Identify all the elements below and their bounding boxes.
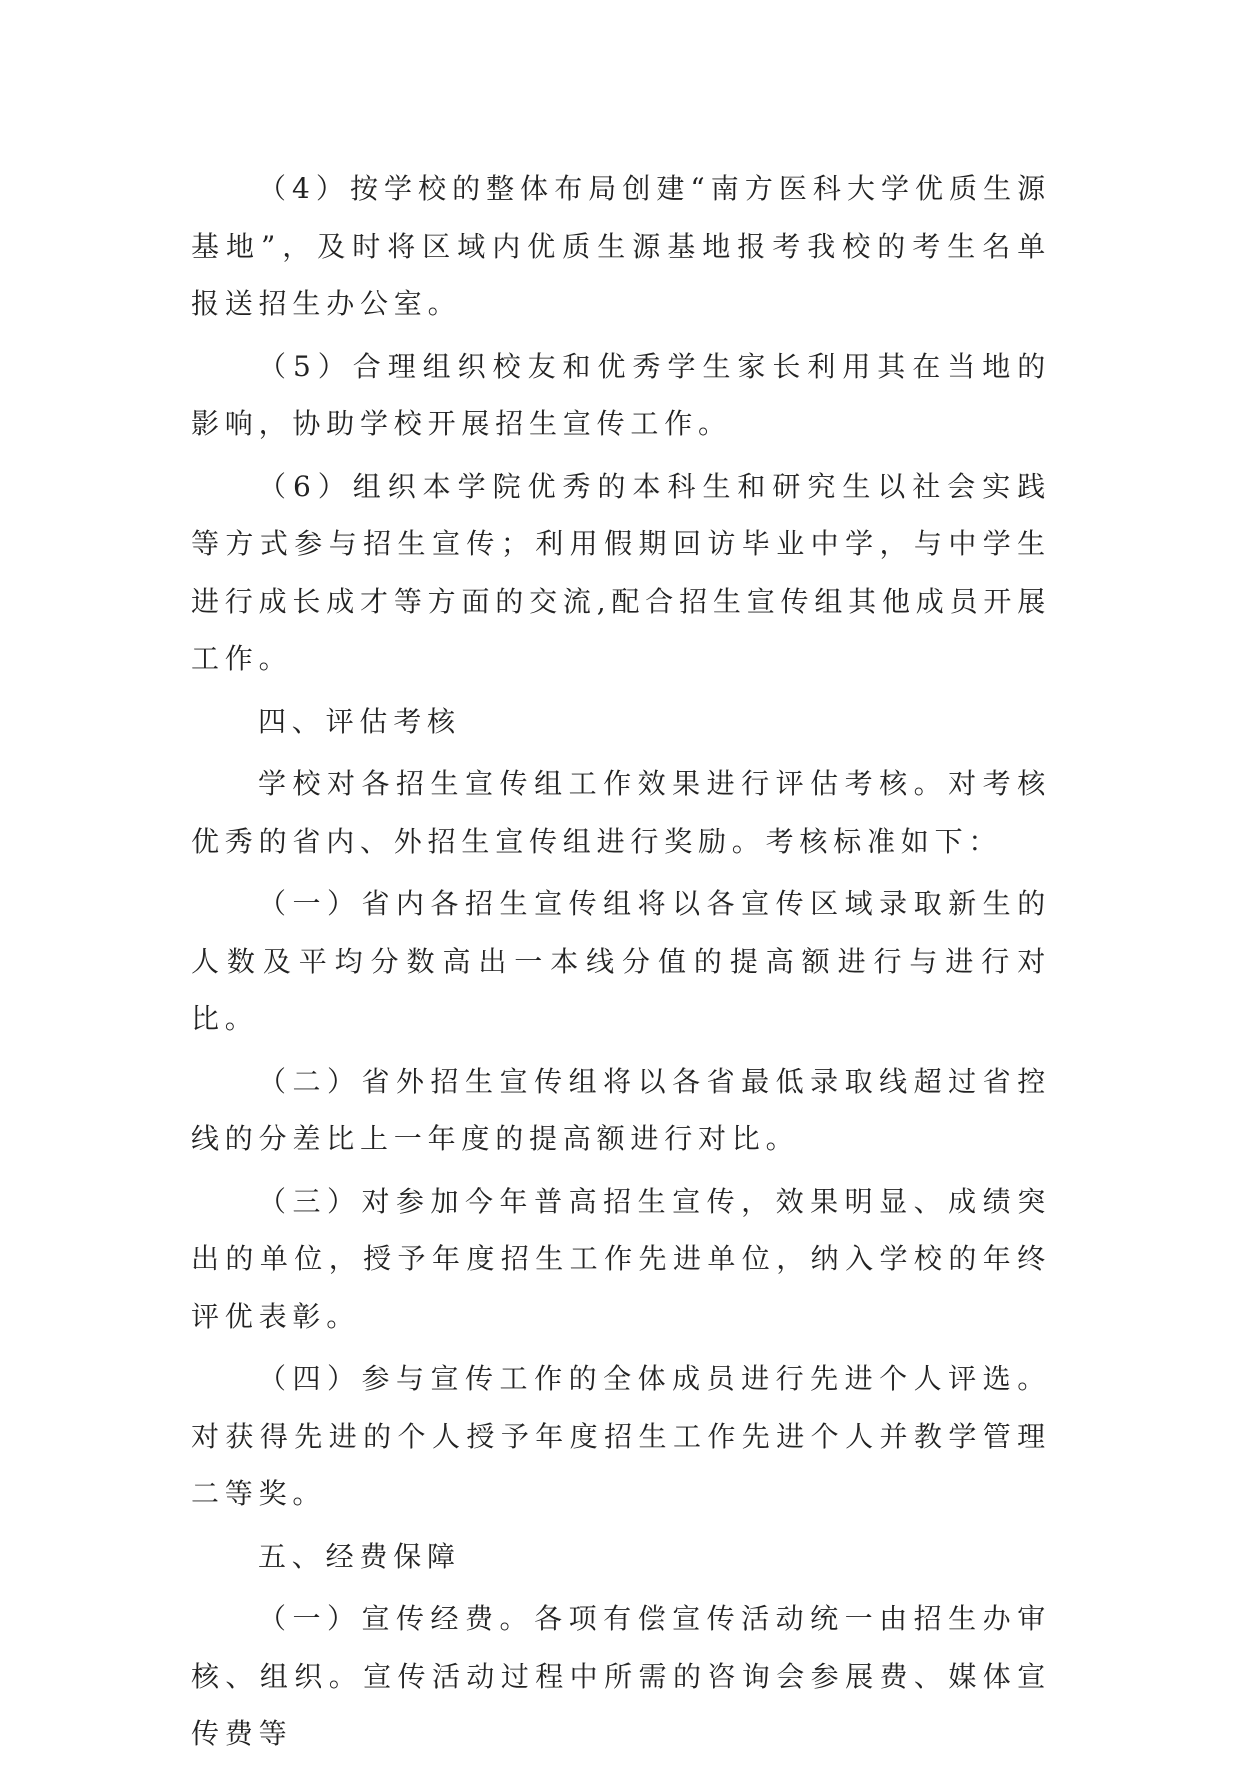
paragraph-criterion-1: （一）省内各招生宣传组将以各宣传区域录取新生的人数及平均分数高出一本线分值的提高额进行与进行对比。 [191,887,1051,1035]
document-body [191,160,1051,1768]
paragraph-item-6: （6）组织本学院优秀的本科生和研究生以社会实践等方式参与招生宣传；利用假期回访毕业中学，与中学生进行成长成才等方面的交流,配合招生宣传组其他成员开展工作。 [191,469,1051,675]
section-heading-funding: 五、经费保障 [258,1539,461,1573]
paragraph-evaluation-intro: 学校对各招生宣传组工作效果进行评估考核。对考核优秀的省内、外招生宣传组进行奖励。考核标准如下： [191,767,1051,858]
paragraph-funding-1: （一）宣传经费。各项有偿宣传活动统一由招生办审核、组织。宣传活动过程中所需的咨询会参展费、媒体宣传费等 [191,1602,1051,1750]
paragraph-criterion-4: （四）参与宣传工作的全体成员进行先进个人评选。对获得先进的个人授予年度招生工作先进个人并教学管理二等奖。 [191,1362,1051,1510]
paragraph-item-4: （4）按学校的整体布局创建“南方医科大学优质生源基地”，及时将区域内优质生源基地报考我校的考生名单报送招生办公室。 [191,172,1051,320]
paragraph-criterion-3: （三）对参加今年普高招生宣传，效果明显、成绩突出的单位，授予年度招生工作先进单位，纳入学校的年终评优表彰。 [191,1184,1051,1333]
paragraph-item-5: （5）合理组织校友和优秀学生家长利用其在当地的影响，协助学校开展招生宣传工作。 [191,349,1051,440]
section-heading-evaluation: 四、评估考核 [258,704,461,738]
paragraph-criterion-2: （二）省外招生宣传组将以各省最低录取线超过省控线的分差比上一年度的提高额进行对比。 [191,1064,1051,1155]
